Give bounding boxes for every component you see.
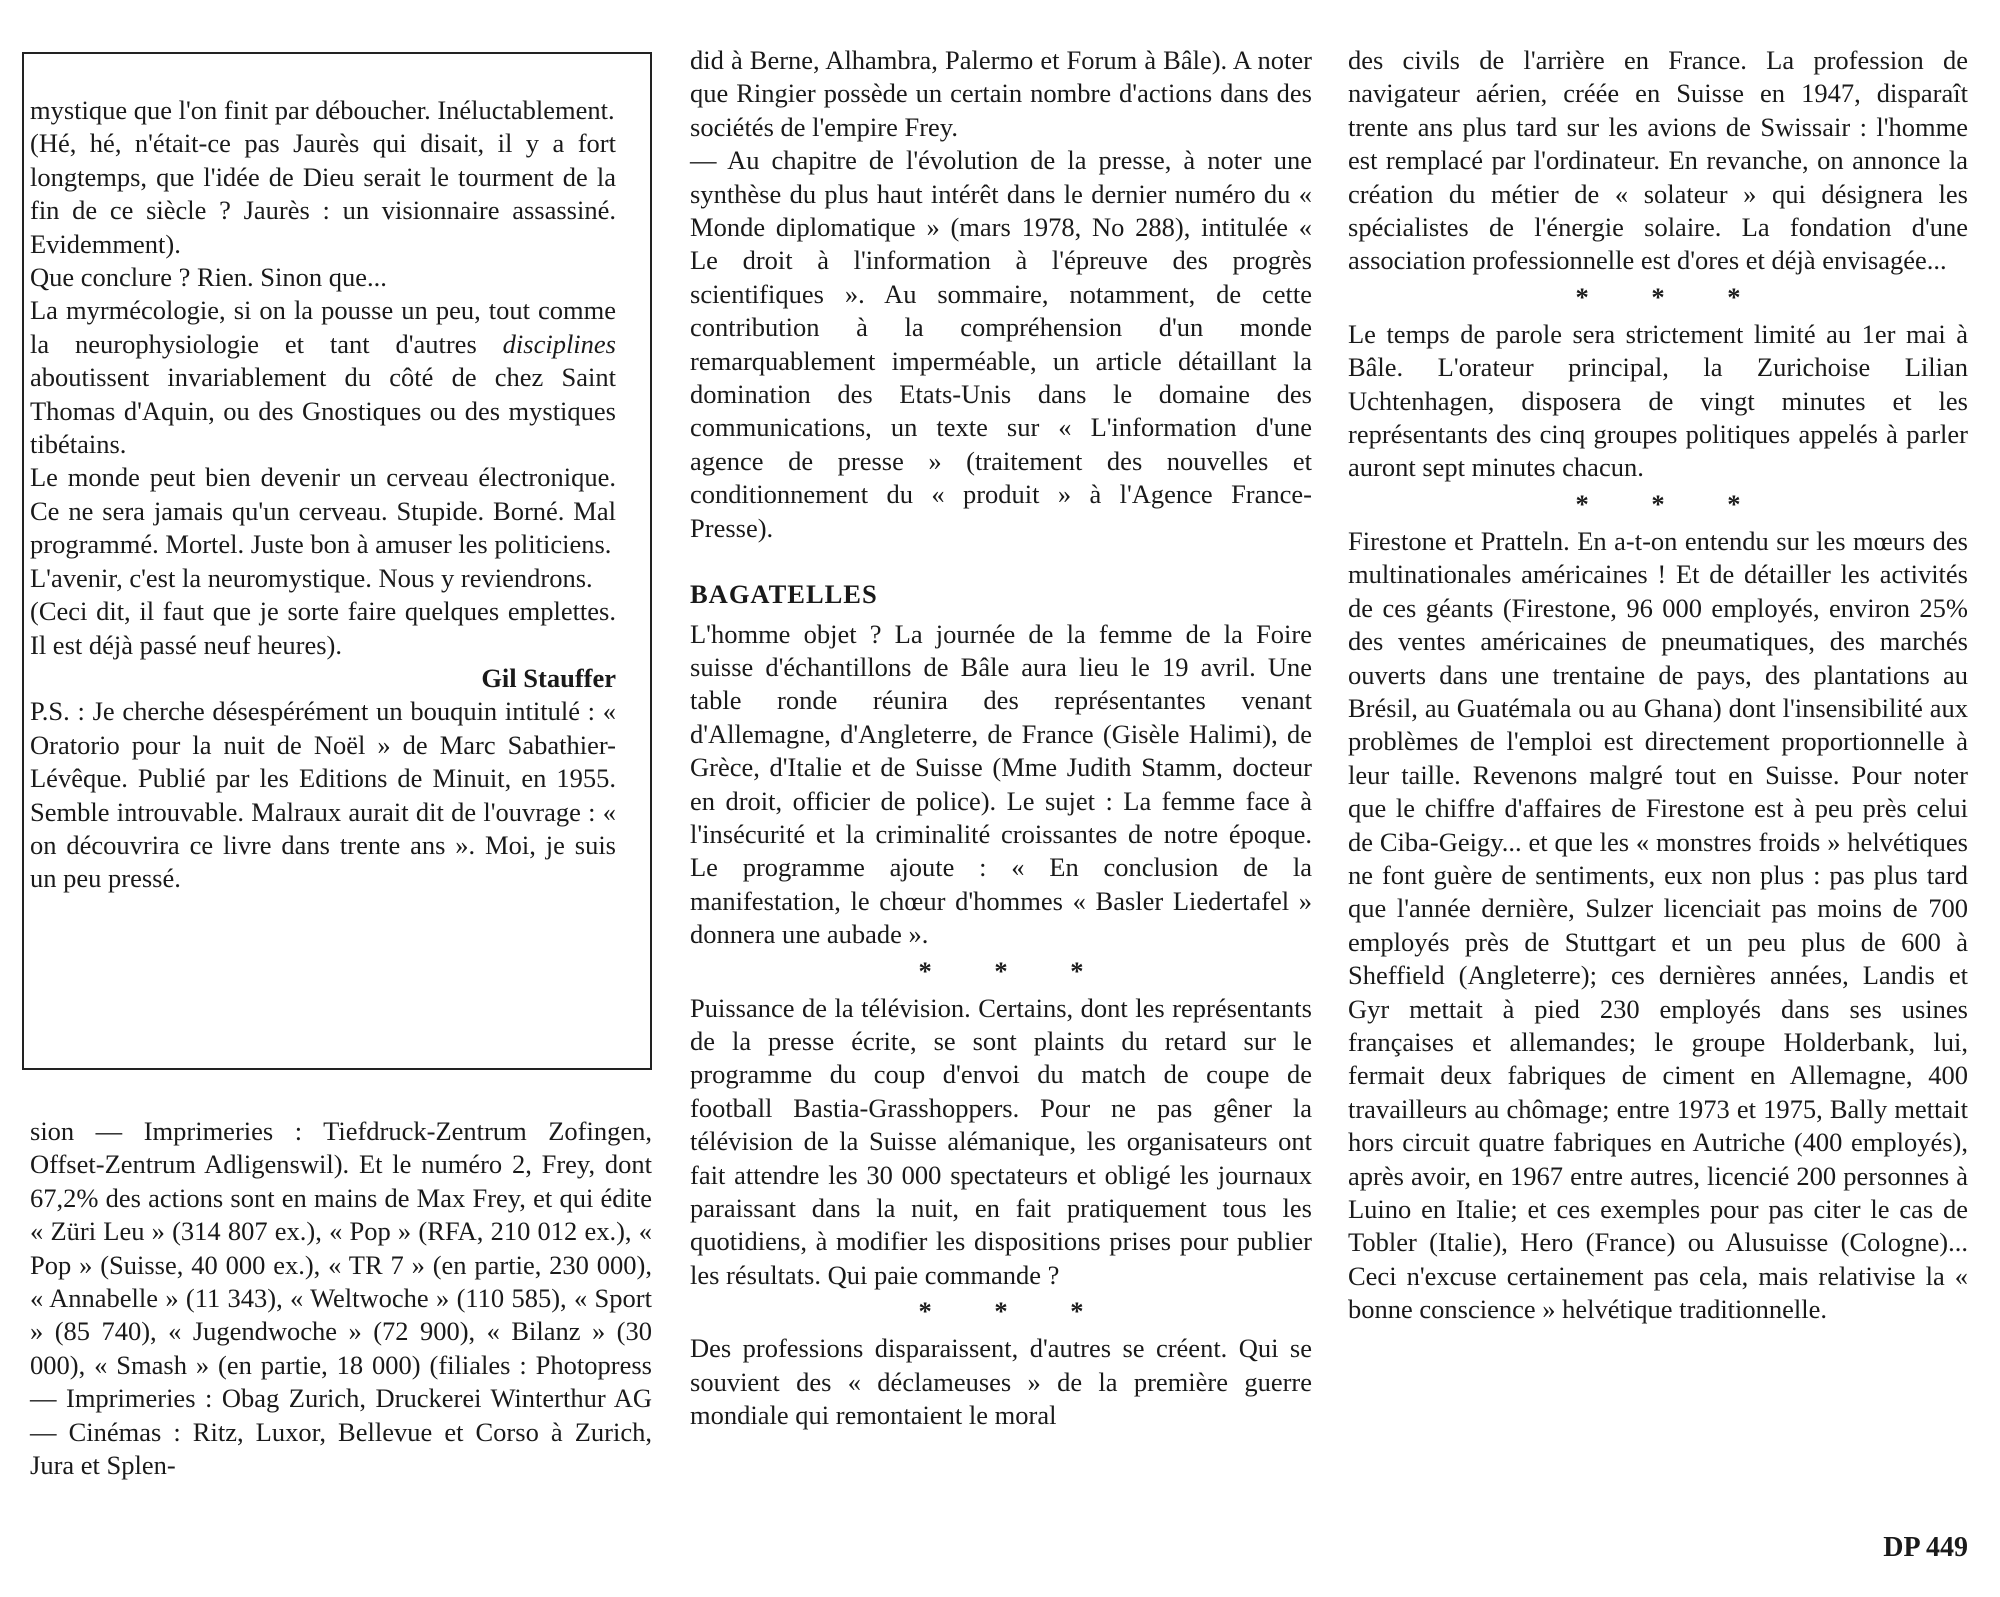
paragraph: L'avenir, c'est la neuromystique. Nous y reviendrons. xyxy=(30,562,593,593)
paragraph: did à Berne, Alhambra, Palermo et Forum à Bâle). A noter que Ringier possède un certain nombre d'actions dans des sociétés de l'empire Frey. xyxy=(690,45,1312,142)
separator-stars: * * * xyxy=(1575,488,1769,519)
postscript: P.S. : Je cherche désespérément un bouquin intitulé : « Oratorio pour la nuit de Noël » de Marc Sabathier-Lévêque. Publié par les Editions de Minuit, en 1955. Semble introuvable. Malraux aurait dit de l'ouvrage : « on découvrira ce livre dans trente ans ». Moi, je suis un peu pressé. xyxy=(30,696,616,894)
column-2 xyxy=(690,44,1312,1432)
paragraph: des civils de l'arrière en France. La profession de navigateur aérien, créée en Suisse en 1947, disparaît trente ans plus tard sur les avions de Swissair : l'homme est remplacé par l'ordinateur. En revanche, on annonce la création du métier de « solateur » qui désignera les spécialistes de l'énergie solaire. La fondation d'une association professionnelle est d'ores et déjà envisagée... xyxy=(1348,45,1968,276)
paragraph: Des professions disparaissent, d'autres se créent. Qui se souvient des « déclameuses » de la première guerre mondiale qui remontaient le moral xyxy=(690,1333,1312,1431)
page-number: DP 449 xyxy=(1883,1532,1968,1563)
paragraph xyxy=(30,294,616,461)
column-3 xyxy=(1348,44,1968,1327)
paragraph: Puissance de la télévision. Certains, dont les représentants de la presse écrite, se sont plaints du retard sur le programme du coup d'envoi du match de coupe de football Bastia-Grasshoppers. Pour ne pas gêner la télévision de la Suisse alémanique, les organisateurs ont fait attendre les 30 000 spectateurs et obligé les journaux paraissant dans la nuit, en fait pratiquement tous les quotidiens, à modifier les dispositions prises pour publier les résultats. Qui paie commande ? xyxy=(690,992,1312,1290)
text-run: La myrmécologie, si on la pousse un peu, tout comme la neurophysiologie et tant d'autres xyxy=(30,295,616,359)
paragraph: mystique que l'on finit par déboucher. Inéluctablement. xyxy=(30,95,615,125)
text-run: aboutissent invariablement du côté de chez Saint Thomas d'Aquin, ou des Gnostiques ou des mystiques tibétains. xyxy=(30,362,616,460)
paragraph: Que conclure ? Rien. Sinon que... xyxy=(30,262,387,293)
column-1-bottom xyxy=(30,1115,652,1482)
paragraph: sion — Imprimeries : Tiefdruck-Zentrum Zofingen, Offset-Zentrum Adligenswil). Et le numéro 2, Frey, dont 67,2% des actions sont en mains de Max Frey, et qui édite « Züri Leu » (314 807 ex.), « Pop » (RFA, 210 012 ex.), « Pop » (Suisse, 40 000 ex.), « TR 7 » (en partie, 230 000), « Annabelle » (11 343), « Weltwoche » (110 585), « Sport » (85 740), « Jugendwoche » (72 900), « Bilanz » (30 000), « Smash » (en partie, 18 000) (filiales : Photopress — Imprimeries : Obag Zurich, Druckerei Winterthur AG — Cinémas : Ritz, Luxor, Bellevue et Corso à Zurich, Jura et Splen- xyxy=(30,1116,652,1481)
boxed-article-text xyxy=(30,94,616,896)
paragraph: — Au chapitre de l'évolution de la presse, à noter une synthèse du plus haut intérêt dans le dernier numéro du « Monde diplomatique » (mars 1978, No 288), intitulée « Le droit à l'information à l'épreuve des progrès scientifiques ». Au sommaire, notamment, de cette contribution à la compréhension d'un monde remarquablement imperméable, un article détaillant la domination des Etats-Unis dans le domaine des communications, un texte sur « L'information d'une agence de presse » (traitement des nouvelles et conditionnement du « produit » à l'Agence France-Presse). xyxy=(690,145,1312,543)
italic-text: disciplines xyxy=(502,328,616,359)
paragraph: (Hé, hé, n'était-ce pas Jaurès qui disait, il y a fort longtemps, que l'idée de Dieu serait le tourment de la fin de ce siècle ? Jaurès : un visionnaire assassiné. Evidemment). xyxy=(30,128,616,259)
paragraph: Le temps de parole sera strictement limité au 1er mai à Bâle. L'orateur principal, la Zurichoise Lilian Uchtenhagen, disposera de vingt minutes et les représentants des cinq groupes politiques appelés à parler auront sept minutes chacun. xyxy=(1348,318,1968,483)
separator-stars: * * * xyxy=(918,955,1112,986)
paragraph: Firestone et Pratteln. En a-t-on entendu sur les mœurs des multinationales américaines ! Et de détailler les activités de ces géants (Firestone, 96 000 employés, environ 25% des ventes américaines de pneumatiques, des marchés ouverts dans une trentaine de pays, des plantations au Brésil, au Guatémala ou au Ghana) dont l'insensibilité aux problèmes de l'emploi est directement proportionnelle à leur taille. Revenons malgré tout en Suisse. Pour noter que le chiffre d'affaires de Firestone est à peu près celui de Ciba-Geigy... et que les « monstres froids » helvétiques ne font guère de sentiments, eux non plus : pas plus tard que l'année dernière, Sulzer licenciait pas moins de 700 employés près de Stuttgart et un peu plus de 600 à Sheffield (Angleterre); ces dernières années, Landis et Gyr mettait à pied 230 employés dans ses usines françaises et allemandes; le groupe Holderbank, lui, fermait deux fabriques de ciment en Allemagne, 400 travailleurs au chômage; entre 1973 et 1975, Bally mettait hors circuit quatre fabriques en Autriche (400 employés), après avoir, en 1967 entre autres, licencié 200 personnes à Luino en Italie; et ces exemples pour pas citer le cas de Tobler (Italie), Hero (France) ou Alusuisse (Cologne)... Ceci n'excuse certainement pas cela, mais relativise la « bonne conscience » helvétique traditionnelle. xyxy=(1348,525,1968,1325)
author-signature: Gil Stauffer xyxy=(481,662,616,693)
separator-stars: * * * xyxy=(918,1296,1112,1327)
paragraph: L'homme objet ? La journée de la femme de la Foire suisse d'échantillons de Bâle aura lieu le 19 avril. Une table ronde réunira des représentantes venant d'Allemagne, d'Angleterre, de France (Gisèle Halimi), de Grèce, d'Italie et de Suisse (Mme Judith Stamm, docteur en droit, officier de police). Le sujet : La femme face à l'insécurité et la criminalité croissantes de notre époque. Le programme ajoute : « En conclusion de la manifestation, le chœur d'hommes « Basler Liedertafel » donnera une aubade ». xyxy=(690,618,1312,950)
section-heading: BAGATELLES xyxy=(690,579,878,610)
paragraph: Le monde peut bien devenir un cerveau électronique. Ce ne sera jamais qu'un cerveau. Stupide. Borné. Mal programmé. Mortel. Juste bon à amuser les politiciens. xyxy=(30,462,616,560)
paragraph: (Ceci dit, il faut que je sorte faire quelques emplettes. Il est déjà passé neuf heures). xyxy=(30,596,616,660)
separator-stars: * * * xyxy=(1575,281,1769,312)
